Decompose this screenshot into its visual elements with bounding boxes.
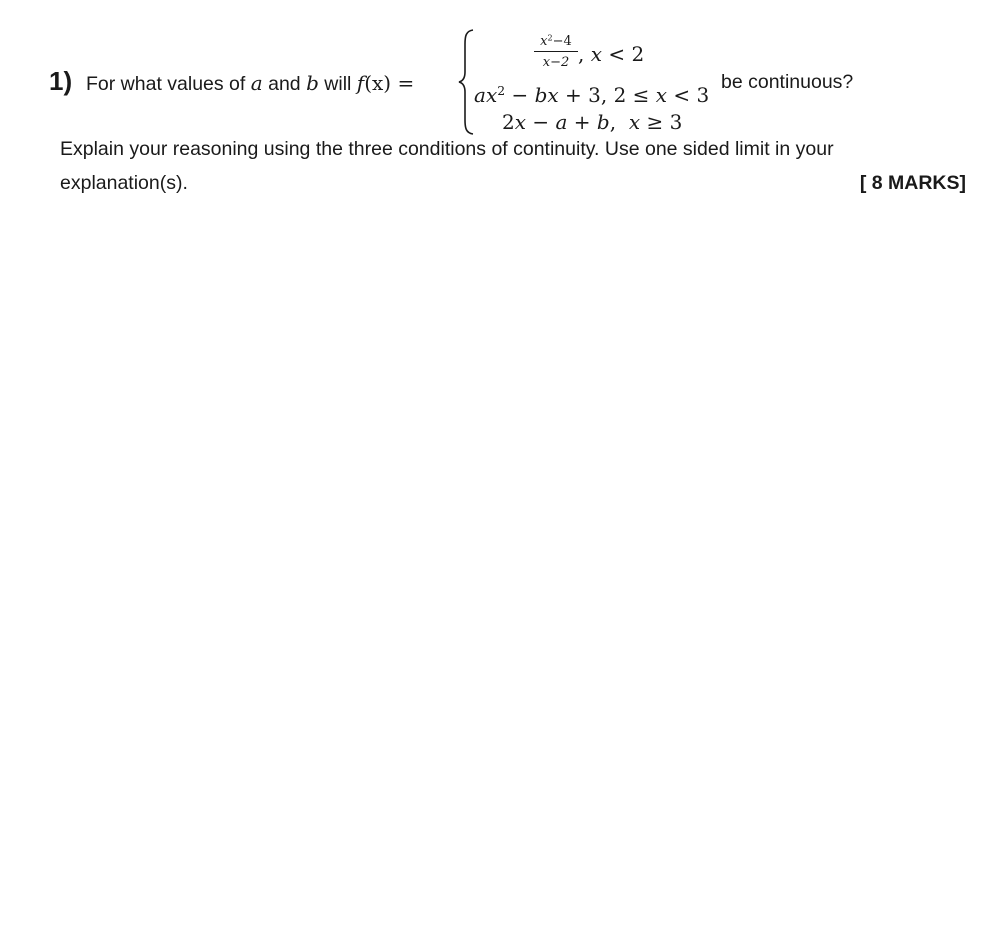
- numerator-x: x: [540, 34, 548, 49]
- stem-prefix: For what values of: [86, 73, 251, 95]
- variable-b: b: [306, 71, 319, 95]
- piece-1-cond-rest: < 2: [602, 42, 645, 66]
- marks-label: [ 8 MARKS]: [859, 172, 966, 194]
- piece-1-condition: [578, 42, 644, 66]
- piece-3-x: x: [514, 110, 527, 134]
- piece-2-minus: −: [505, 83, 535, 107]
- function-name: f: [356, 71, 365, 95]
- numerator-constant: −4: [552, 34, 572, 49]
- piece-2-exponent: 2: [497, 83, 506, 99]
- numerator-exponent: 2: [547, 33, 553, 43]
- stem-will: will: [318, 73, 357, 95]
- piece-2-cond-rest: < 3: [667, 83, 710, 107]
- instructions-line-2: explanation(s).: [60, 172, 188, 194]
- piece-3-coefficient: 2: [502, 110, 515, 134]
- function-argument: (x): [364, 71, 392, 95]
- question-number: 1): [49, 66, 73, 96]
- piece-2-cond-var: x: [655, 83, 668, 107]
- piece-3-plus: +: [567, 110, 597, 134]
- stem-and: and: [262, 73, 307, 95]
- question-stem: [86, 71, 414, 96]
- piece-1-comma: ,: [578, 42, 585, 66]
- piece-1-cond-var: x: [590, 42, 602, 66]
- piece-2-a: a: [474, 83, 486, 107]
- piece-3: [502, 110, 682, 134]
- fraction-denominator: [533, 52, 579, 70]
- question-suffix: be continuous?: [721, 71, 854, 93]
- piece-3-a: a: [555, 110, 568, 134]
- variable-a: a: [250, 71, 263, 95]
- piece-2-x2: x: [547, 83, 559, 107]
- piece-1-fraction: [533, 34, 579, 70]
- piece-3-b: b: [596, 110, 610, 134]
- fraction-numerator: [533, 34, 579, 51]
- instructions-line-1: Explain your reasoning using the three conditions of continuity. Use one sided limit in your: [60, 138, 834, 160]
- equals-sign: =: [391, 71, 415, 95]
- piece-2-b: b: [534, 83, 548, 107]
- piece-3-comma: ,: [609, 110, 629, 134]
- denominator-text: x−2: [542, 55, 570, 71]
- left-brace-icon: [458, 28, 476, 136]
- piece-2: [474, 83, 709, 107]
- piece-3-cond-rest: ≥ 3: [640, 110, 683, 134]
- piece-2-x: x: [485, 83, 498, 107]
- piece-3-minus: −: [526, 110, 556, 134]
- piece-3-cond-var: x: [628, 110, 641, 134]
- piece-2-rest: + 3, 2 ≤: [558, 83, 656, 107]
